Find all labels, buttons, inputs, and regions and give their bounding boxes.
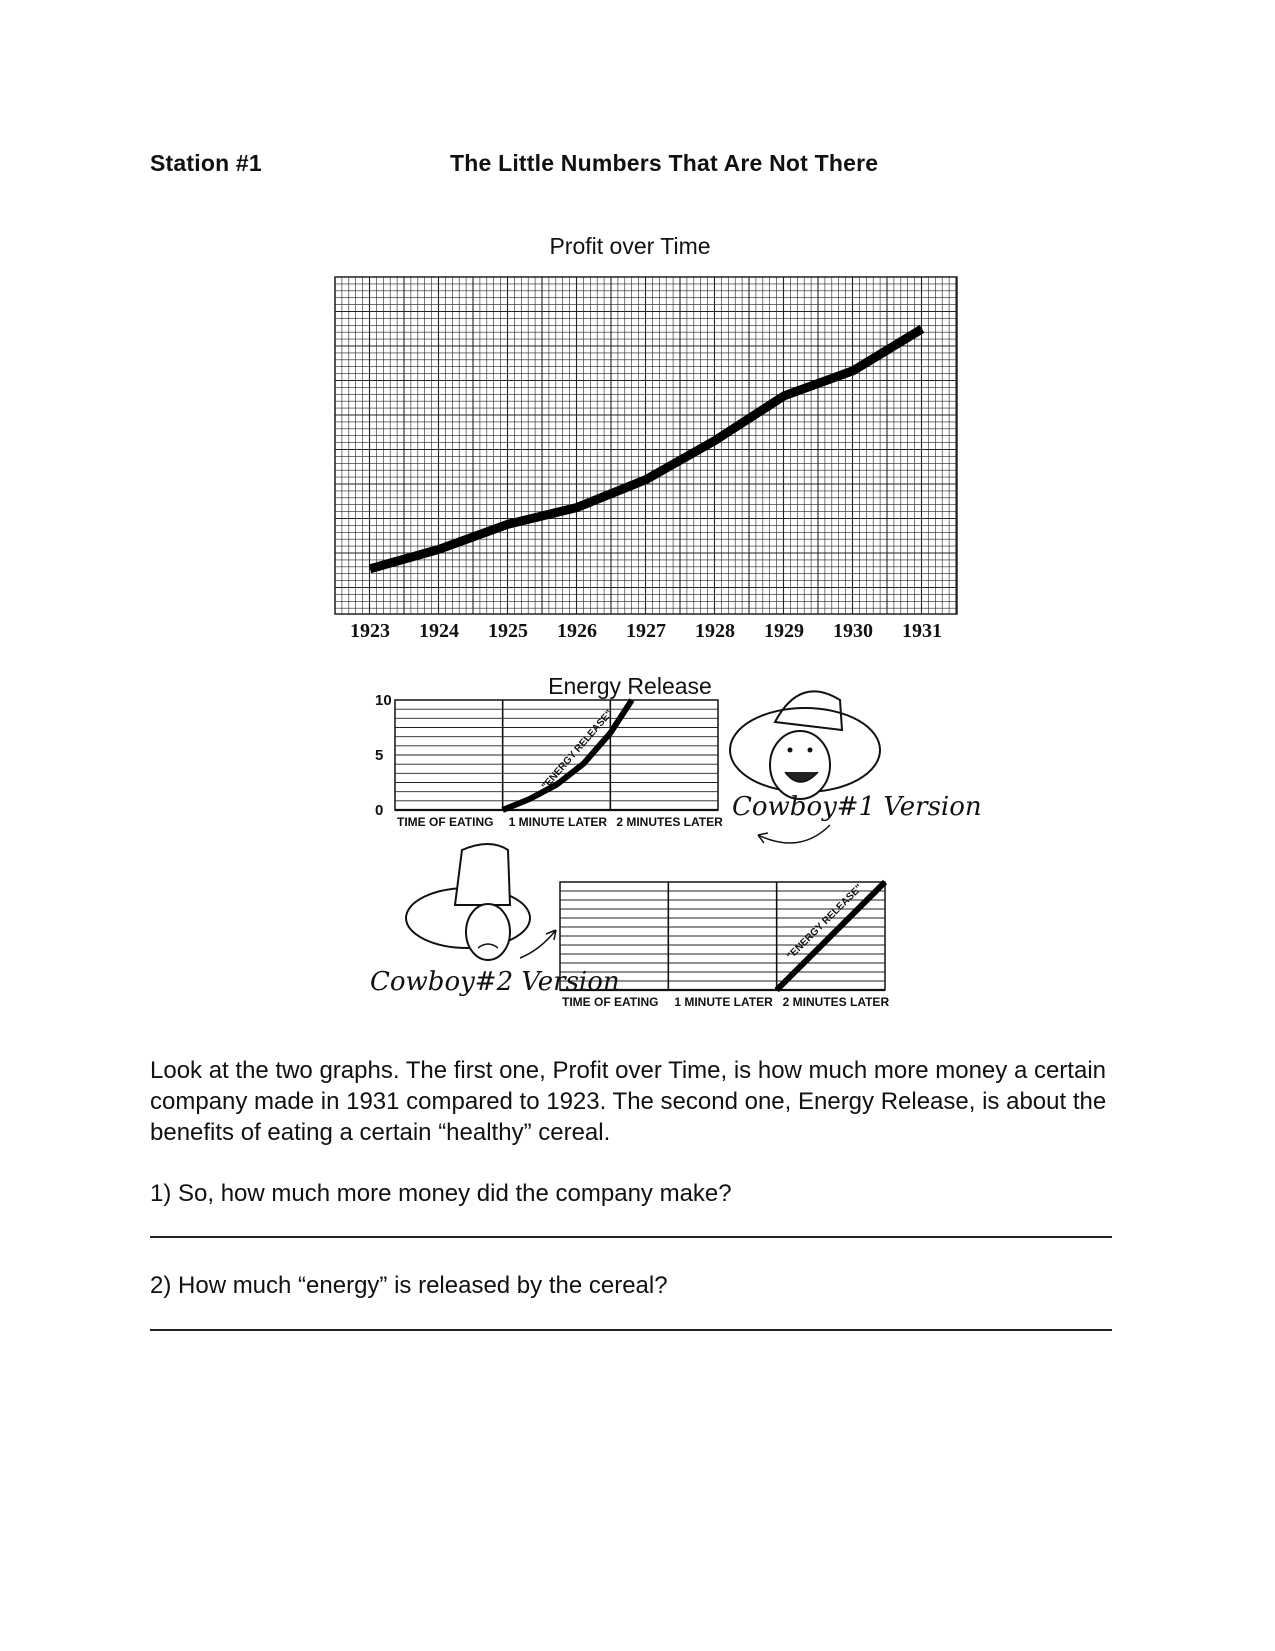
cowboy-1-illustration [730,691,982,843]
cowboy-1-arrow [758,825,830,843]
profit-x-tick-label: 1929 [764,620,804,642]
energy-series-label-2: "ENERGY RELEASE" [785,882,865,962]
question-2: 2) How much “energy” is released by the cereal? [150,1272,668,1299]
intro-paragraph: Look at the two graphs. The first one, Profit over Time, is how much more money a certain company made in 1931 compared to 1923. The second one, Energy Release, is about the benefits of eating a certain “healthy” cereal. [150,1057,1107,1146]
profit-x-tick-label: 1923 [350,620,390,642]
question-1: 1) So, how much more money did the company make? [150,1180,732,1207]
answer-line-2[interactable] [150,1329,1112,1331]
cowboy-1-eye [808,748,813,753]
station-label: Station #1 [150,150,262,176]
energy-category-label-2: 1 MINUTE LATER [674,995,773,1009]
profit-chart-title: Profit over Time [549,233,711,259]
energy-y-tick-label: 10 [375,692,392,709]
energy-chart-title: Energy Release [548,673,712,699]
energy-category-label-1: 2 MINUTES LATER [616,815,723,829]
cowboy-2-arrow [520,930,556,958]
profit-x-tick-label: 1927 [626,620,666,642]
energy-y-tick-label: 5 [375,747,384,764]
profit-x-tick-label: 1928 [695,620,735,642]
energy-y-tick-label: 0 [375,802,384,819]
energy-category-label-1: TIME OF EATING [397,815,494,829]
cowboy-2-hat-crown [455,844,510,905]
cowboy-2-caption: Cowboy#2 Version [370,967,620,997]
cowboy-2-face [466,904,510,960]
profit-x-tick-label: 1926 [557,620,597,642]
cowboy-1-face [770,731,830,799]
profit-x-tick-label: 1924 [419,620,459,642]
profit-x-tick-label: 1931 [902,620,942,642]
energy-category-label-2: 2 MINUTES LATER [782,995,890,1009]
energy-category-label-1: 1 MINUTE LATER [508,815,608,829]
profit-x-tick-label: 1925 [488,620,528,642]
energy-series-label-1: "ENERGY RELEASE" [539,708,616,793]
energy-category-label-2: TIME OF EATING [562,995,659,1009]
answer-line-1[interactable] [150,1236,1112,1238]
profit-x-tick-label: 1930 [833,620,873,642]
page-title: The Little Numbers That Are Not There [450,150,879,176]
cowboy-1-caption: Cowboy#1 Version [732,792,982,822]
cowboy-1-eye [788,748,793,753]
